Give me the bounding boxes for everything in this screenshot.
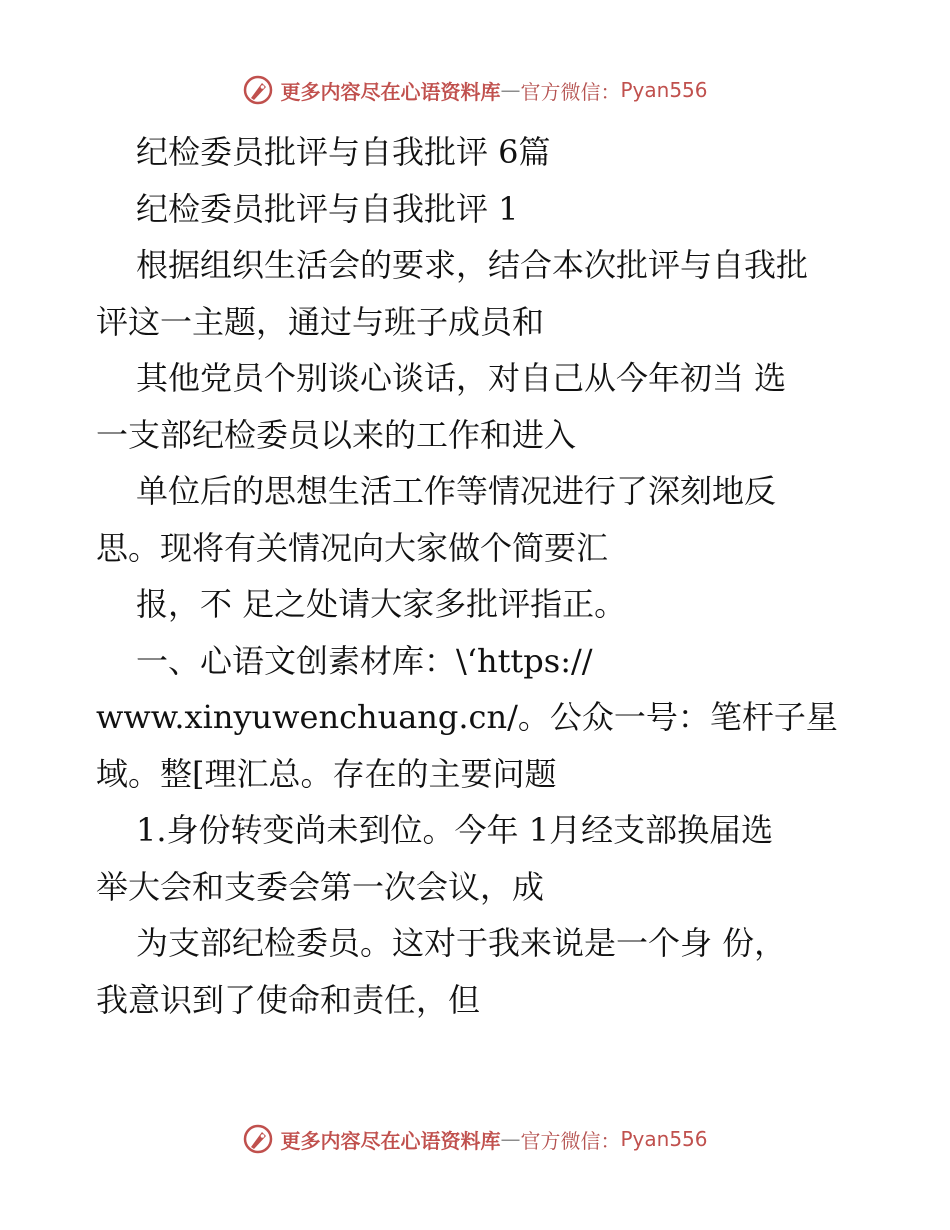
document-title: 纪检委员批评与自我批评 6篇 bbox=[136, 133, 551, 171]
banner-brand: 更多内容尽在心语资料库 bbox=[280, 1128, 501, 1153]
document-body bbox=[96, 124, 866, 1028]
banner-separator: — bbox=[500, 1127, 521, 1151]
banner-account: Pyan556 bbox=[620, 78, 708, 102]
paragraph-line: 其他党员个别谈心谈话，对自己从今年初当 选 bbox=[136, 359, 787, 397]
paragraph-line: 报，不 足之处请大家多批评指正。 bbox=[136, 585, 627, 623]
pen-nib-logo-icon bbox=[242, 1123, 274, 1155]
paragraph-line: 单位后的思想生活工作等情况进行了深刻地反 bbox=[136, 472, 777, 510]
paragraph-line: 一支部纪检委员以来的工作和进入 bbox=[96, 415, 577, 454]
paragraph-line: 思。现将有关情况向大家做个简要汇 bbox=[96, 528, 609, 567]
paragraph-line: 1.身份转变尚未到位。今年 1月经支部换届选 bbox=[136, 811, 774, 849]
paragraph-line: www.xinyuwenchuang.cn/。公众一号：笔杆子星 bbox=[96, 698, 838, 736]
paragraph-line: 域。整[理汇总。存在的主要问题 bbox=[96, 754, 557, 793]
header-banner bbox=[0, 70, 950, 110]
banner-separator: — bbox=[500, 78, 521, 102]
paragraph-line: 我意识到了使命和责任，但 bbox=[96, 980, 481, 1019]
banner-wechat-label: 官方微信： bbox=[520, 79, 621, 104]
footer-banner bbox=[0, 1119, 950, 1159]
paragraph-line: 评这一主题，通过与班子成员和 bbox=[96, 302, 545, 341]
pen-nib-logo-icon bbox=[242, 74, 274, 106]
paragraph-line: 根据组织生活会的要求，结合本次批评与自我批 bbox=[136, 246, 809, 284]
section-heading: 纪检委员批评与自我批评 1 bbox=[136, 189, 519, 228]
paragraph-line: 一、心语文创素材库：\‘https:// bbox=[136, 641, 593, 680]
banner-account: Pyan556 bbox=[620, 1127, 708, 1151]
banner-wechat-label: 官方微信： bbox=[520, 1128, 621, 1153]
paragraph-line: 为支部纪检委员。这对于我来说是一个身 份， bbox=[136, 924, 787, 962]
banner-brand: 更多内容尽在心语资料库 bbox=[280, 79, 501, 104]
paragraph-line: 举大会和支委会第一次会议，成 bbox=[96, 867, 545, 906]
